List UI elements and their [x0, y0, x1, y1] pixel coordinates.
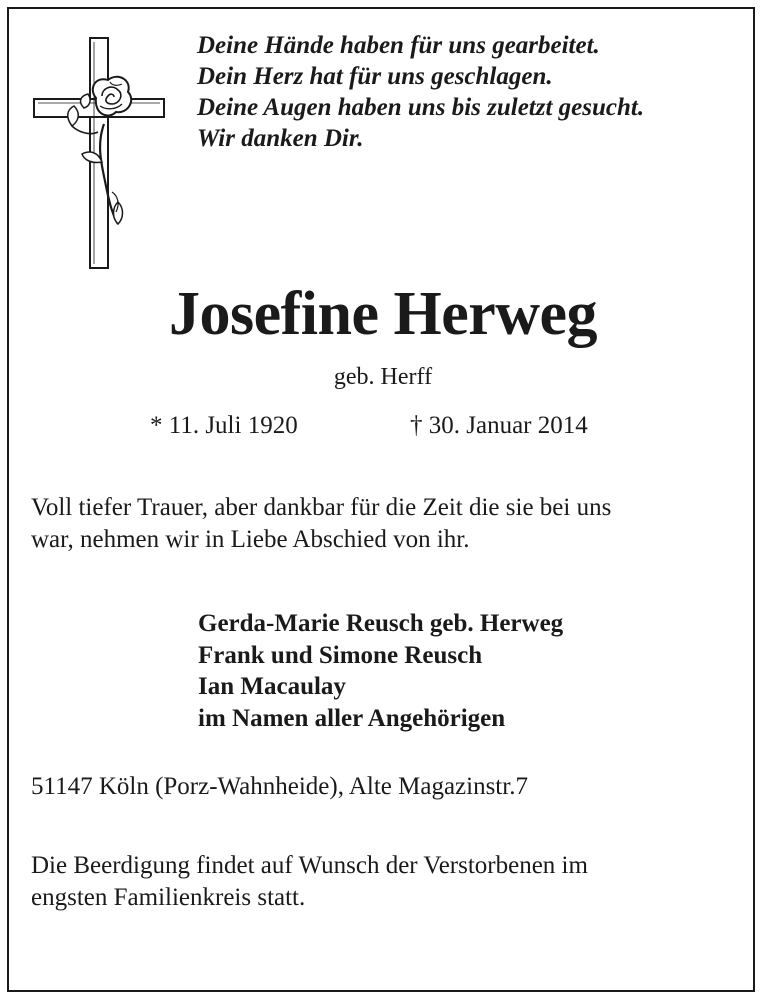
- funeral-note: [31, 850, 741, 914]
- poem: [197, 30, 742, 154]
- poem-line: Wir danken Dir.: [197, 125, 364, 152]
- mourner: Frank und Simone Reusch: [198, 641, 483, 669]
- cross-with-rose-icon: [32, 36, 168, 272]
- mourners-list: [198, 608, 563, 734]
- mourning-text: [31, 492, 741, 556]
- birth-date: * 11. Juli 1920: [150, 412, 298, 439]
- funeral-line: engsten Familienkreis statt.: [31, 884, 306, 911]
- mourning-line: war, nehmen wir in Liebe Abschied von ihr.: [31, 526, 470, 553]
- mourner: Ian Macaulay: [198, 673, 346, 700]
- address: 51147 Köln (Porz-Wahnheide), Alte Magazinstr.7: [31, 773, 528, 800]
- funeral-line: Die Beerdigung findet auf Wunsch der Verstorbenen im: [31, 852, 588, 879]
- poem-line: Dein Herz hat für uns geschlagen.: [197, 63, 553, 90]
- maiden-name: geb. Herff: [333, 364, 433, 390]
- mourning-line: Voll tiefer Trauer, aber dankbar für die Zeit die sie bei uns: [31, 494, 612, 521]
- poem-line: Deine Augen haben uns bis zuletzt gesucht.: [197, 94, 645, 121]
- deceased-name: Josefine Herweg: [168, 280, 598, 348]
- mourner: im Namen aller Angehörigen: [198, 704, 506, 732]
- death-date: † 30. Januar 2014: [410, 412, 588, 439]
- poem-line: Deine Hände haben für uns gearbeitet.: [197, 32, 600, 59]
- mourner: Gerda-Marie Reusch geb. Herweg: [198, 610, 564, 637]
